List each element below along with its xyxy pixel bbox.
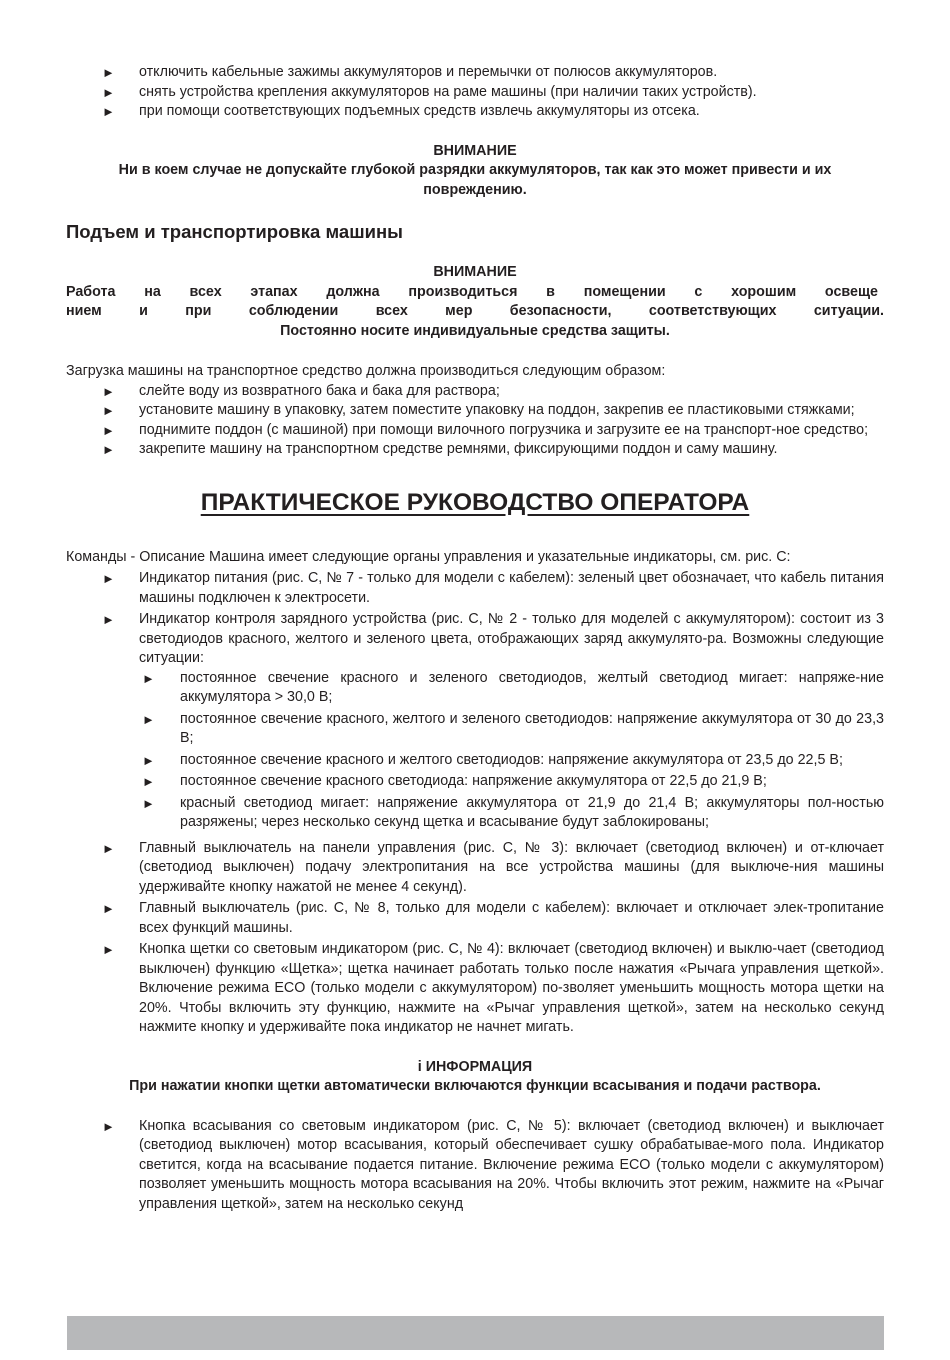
loading-steps-list [66,382,884,460]
warning-title: ВНИМАНИЕ [433,142,517,159]
list-item [66,610,884,833]
list-item: ► Кнопка щетки со световым индикатором (рис. C, № 4): включает (светодиод включен) и выклю-чает (светодиод выключен) функцию «Щетка»; щетка начинает работать только после нажатия «Рычага управления щеткой». Включение режима ECO (только модели с аккумулятором) по-зволяет уменьшить мощность мотора щетки на 20%. Чтобы включить эту функцию, нажмите на «Рычаг управления щеткой», затем на несколько секунд нажмите кнопку и удерживайте пока индикатор не начнет мигать. [66,940,884,1038]
list-item: ► закрепите машину на транспортном средстве ремнями, фиксирующими поддон и саму машину. [66,440,884,460]
warning-title: ВНИМАНИЕ [433,264,517,280]
list-item: ► Главный выключатель на панели управления (рис. C, № 3): включает (светодиод включен) и от-ключает (светодиод выключен) подачу электропитания на все устройства машины (для выключе-ния машины удерживайте кнопку нажатой не менее 4 секунд). [66,839,884,898]
list-item: ► постоянное свечение красного и зеленого светодиодов, желтый светодиод мигает: напряже-ние аккумулятора > 30,0 В; [66,669,884,708]
list-item: ► постоянное свечение красного, желтого и зеленого светодиодов: напряжение аккумулятора от 30 до 23,3 В; [66,710,884,749]
footer-bar [67,1316,884,1350]
page-title: ПРАКТИЧЕСКОЕ РУКОВОДСТВО ОПЕРАТОРА [200,488,750,516]
commands-intro: Команды - Описание Машина имеет следующие органы управления и указательные индикаторы, см. рис. C: [66,548,791,565]
loading-intro: Загрузка машины на транспортное средство должна производиться следующим образом: [66,363,666,379]
battery-led-states-list [66,669,884,833]
warning-text-line: Ни в коем случае не допускайте глубокой разрядки аккумуляторов, так как это может привести и их [118,162,832,178]
manual-page [66,60,884,1214]
list-item: ► постоянное свечение красного светодиода: напряжение аккумулятора от 22,5 до 21,9 В; [66,772,884,792]
warning-work [66,263,884,341]
section-heading: Подъем и транспортировка машины [66,221,403,242]
warning-text-line: Работа на всех этапах должна производиться в помещении с хорошим освеще [66,283,878,300]
list-item: ► Главный выключатель (рис. C, № 8, только для модели с кабелем): включает и отключает элек-тропитание всех функций машины. [66,899,884,938]
list-item: ► поднимите поддон (с машиной) при помощи вилочного погрузчика и загрузите ее на транспорт-ное средство; [66,421,884,441]
list-item: ► постоянное свечение красного и желтого светодиодов: напряжение аккумулятора от 23,5 до 22,5 В; [66,751,884,771]
list-item: ► отключить кабельные зажимы аккумуляторов и перемычки от полюсов аккумуляторов. [66,63,884,83]
info-title: i ИНФОРМАЦИЯ [417,1058,533,1075]
list-item: ► Кнопка всасывания со световым индикатором (рис. C, № 5): включает (светодиод включен) и выключает (светодиод выключен) мотор всасывания, который обеспечивает сушку обрабатывае-мого пола. Индикатор светится, когда на всасывание подается питание. Включение режима ECO (только модели с аккумулятором) позволяет уменьшить мощность мотора всасывания на 20%. Чтобы включить этот режим, нажмите на «Рычаг управления щеткой», затем на несколько секунд [66,1117,884,1215]
info-block [66,1058,884,1097]
suction-list [66,1117,884,1215]
warning-text-line: Постоянно носите индивидуальные средства защиты. [280,322,670,339]
warning-battery [66,142,884,201]
info-text: При нажатии кнопки щетки автоматически включаются функции всасывания и подачи раствора. [129,1078,821,1094]
list-item: ► слейте воду из возвратного бака и бака для раствора; [66,382,884,402]
warning-text-line: повреждению. [423,181,527,198]
list-item: ► Индикатор питания (рис. C, № 7 - только для модели с кабелем): зеленый цвет обозначает, что кабель питания машины подключен к электросети. [66,569,884,608]
list-item: ► при помощи соответствующих подъемных средств извлечь аккумуляторы из отсека. [66,102,884,122]
list-item: ► установите машину в упаковку, затем поместите упаковку на поддон, закрепив ее пластиковыми стяжками; [66,401,884,421]
list-item: ► снять устройства крепления аккумуляторов на раме машины (при наличии таких устройств). [66,83,884,103]
commands-list [66,569,884,1038]
list-item-text: Индикатор контроля зарядного устройства (рис. C, № 2 - только для моделей с аккумулятором): состоит из 3 светодиодов красного, желтого и зеленого цвета, отображающих заряд аккумулято-ра. Возможны следующие ситуации: [139,611,884,666]
battery-removal-list [66,63,884,122]
warning-text-line: нием и при соблюдении всех мер безопасности, соответствующих ситуации. [66,303,884,319]
list-item: ► красный светодиод мигает: напряжение аккумулятора от 21,9 до 21,4 В; аккумуляторы пол-ностью разряжены; через несколько секунд щетка и всасывание будут заблокированы; [66,794,884,833]
